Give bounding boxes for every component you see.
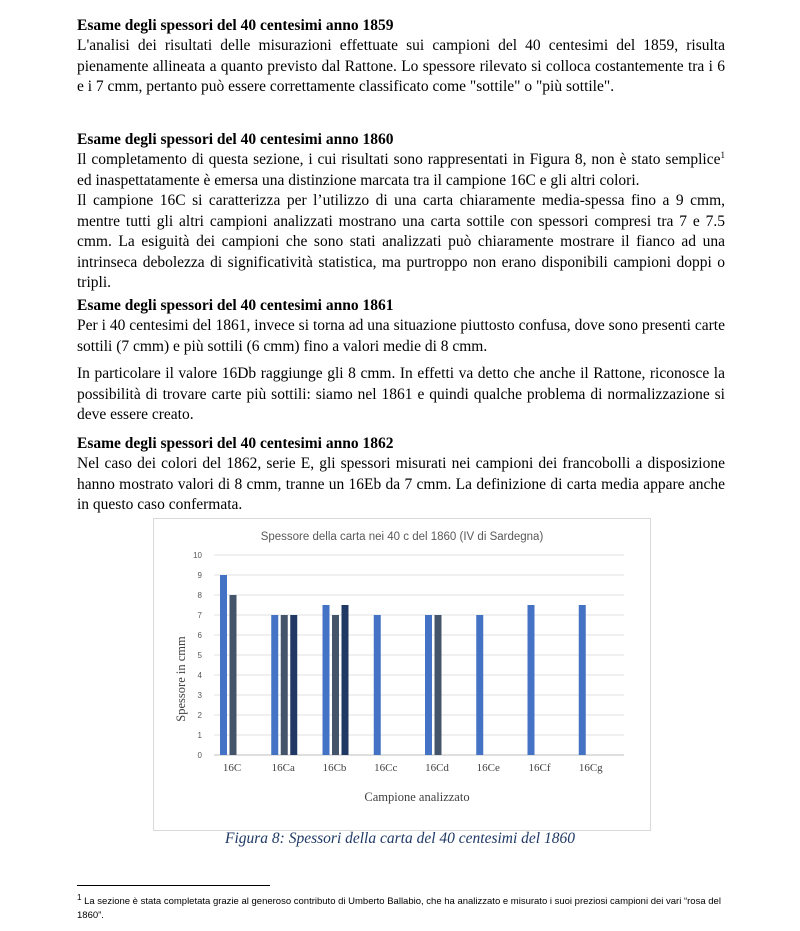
y-tick-label: 2 [197,711,202,720]
y-tick-label: 4 [197,671,202,680]
y-tick-label: 9 [197,571,202,580]
bar-16Ca-1 [271,615,278,755]
bar-16C-2 [230,595,237,755]
x-category-label: 16Ce [476,762,500,774]
bar-16Ce-1 [476,615,483,755]
section-1861-paragraph-2 [77,364,725,426]
x-axis-categories [223,762,603,774]
x-category-label: 16Ca [271,762,295,774]
footnote-text: La sezione è stata completata grazie al generoso contributo di Umberto Ballabio, che ha analizzato e misurato i suoi preziosi campioni dei vari “rosa del 1860”. [77,896,721,921]
y-tick-label: 8 [197,591,202,600]
chart-title: Spessore della carta nei 40 c del 1860 (IV di Sardegna) [260,531,544,543]
chart-bars [220,575,586,755]
section-paragraph: L'analisi dei risultati delle misurazioni effettuate sui campioni del 40 centesimi del 1859, risulta pienamente allineata a quanto previsto dal Rattone. Lo spessore rilevato si colloca costantemente tra i 6 e i 7 cmm, pertanto può essere correttamente classificato come "sottile" o "più sottile". [77,37,725,95]
y-tick-label: 3 [197,691,202,700]
bar-16Cg-1 [579,605,586,755]
bar-16Cb-3 [342,605,349,755]
section-1861 [77,296,725,357]
section-paragraph: Per i 40 centesimi del 1861, invece si torna ad una situazione piuttosto confusa, dove sono presenti carte sottili (7 cmm) e più sottili (6 cmm) fino a valori medie di 8 cmm. [77,317,725,355]
y-axis-label: Spessore in cmm [174,636,188,722]
chart-figure [153,518,651,831]
y-axis-ticks [193,551,202,760]
footnote-mark: 1 [77,892,82,902]
section-1862 [77,434,725,516]
figure-caption: Figura 8: Spessori della carta del 40 centesimi del 1860 [225,830,575,847]
y-tick-label: 10 [193,551,202,560]
section-paragraph: In particolare il valore 16Db raggiunge gli 8 cmm. In effetti va detto che anche il Rattone, riconosce la possibilità di trovare carte più sottili: siamo nel 1861 e quindi qualche problema di normalizzazione si deve essere creato. [77,365,725,423]
section-paragraph: Il campione 16C si caratterizza per l’utilizzo di una carta chiaramente media-spessa fino a 9 cmm, mentre tutti gli altri campioni analizzati mostrano una carta sottile con spessori compresi tra 7 e 7.5 cmm. La esiguità dei campioni che sono stati analizzati può chiaramente mostrare il fianco ad una intrinseca debolezza di significatività statistica, ma purtroppo non erano disponibili campioni doppi o tripli. [77,192,725,291]
section-heading: Esame degli spessori del 40 centesimi anno 1862 [77,435,394,452]
y-tick-label: 0 [197,751,202,760]
x-category-label: 16Cd [425,762,449,774]
bar-chart [154,519,650,830]
bar-16Ca-2 [281,615,288,755]
bar-16Cb-1 [323,605,330,755]
y-tick-label: 1 [197,731,202,740]
x-category-label: 16Cc [374,762,398,774]
footnote-reference[interactable]: 1 [720,149,725,160]
section-heading: Esame degli spessori del 40 centesimi anno 1861 [77,297,394,314]
x-axis-label: Campione analizzato [364,790,470,804]
bar-16Ca-3 [290,615,297,755]
paragraph-text: Il completamento di questa sezione, i cui risultati sono rappresentati in Figura 8, non è stato semplice [77,151,721,168]
paragraph-text: ed inaspettatamente è emersa una distinzione marcata tra il campione 16C e gli altri colori. [77,171,640,189]
section-1860 [77,130,725,294]
x-category-label: 16C [222,762,242,774]
bar-16Cb-2 [332,615,339,755]
x-category-label: 16Cb [322,762,347,774]
footnote-separator [77,885,270,886]
bar-16Cd-2 [435,615,442,755]
x-category-label: 16Cg [578,762,603,774]
bar-16Cf-1 [528,605,535,755]
bar-16C-1 [220,575,227,755]
y-tick-label: 7 [197,611,202,620]
footnote [77,892,727,923]
y-tick-label: 6 [197,631,202,640]
section-heading: Esame degli spessori del 40 centesimi anno 1860 [77,131,394,148]
section-1859 [77,16,725,98]
x-category-label: 16Cf [528,762,551,774]
section-paragraph [77,150,725,191]
section-paragraph: Nel caso dei colori del 1862, serie E, gli spessori misurati nei campioni dei francobolli a disposizione hanno mostrato valori di 8 cmm, tranne un 16Eb da 7 cmm. La definizione di carta media appare anche in questo caso confermata. [77,455,725,513]
bar-16Cd-1 [425,615,432,755]
section-heading: Esame degli spessori del 40 centesimi anno 1859 [77,17,394,34]
bar-16Cc-1 [374,615,381,755]
y-tick-label: 5 [197,651,202,660]
